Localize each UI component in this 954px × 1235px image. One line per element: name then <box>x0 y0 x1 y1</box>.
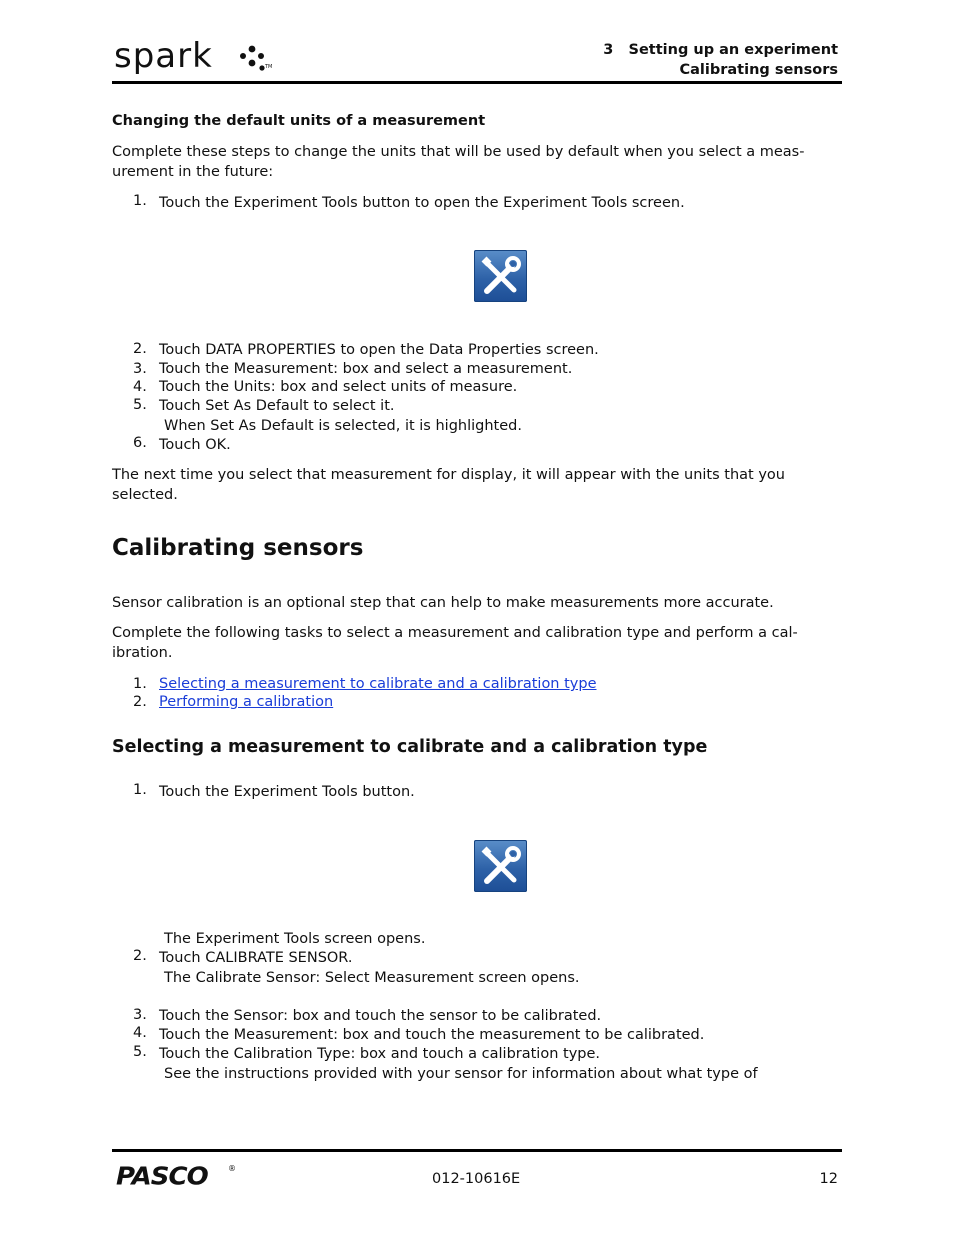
running-header <box>603 40 838 80</box>
units-heading: Changing the default units of a measurement <box>112 113 486 129</box>
step-text: Touch the Experiment Tools button to open the Experiment Tools screen. <box>159 195 685 211</box>
spark-wordmark: spark <box>114 36 213 76</box>
link-selecting-measurement[interactable]: Selecting a measurement to calibrate and a calibration type <box>159 676 597 692</box>
registered-mark: ® <box>228 1164 236 1173</box>
step-number: 3. <box>133 361 147 377</box>
section-title: Calibrating sensors <box>679 62 838 78</box>
step-text: Touch DATA PROPERTIES to open the Data Properties screen. <box>159 342 599 358</box>
step-number: 5. <box>133 397 147 413</box>
link-number: 2. <box>133 694 147 710</box>
trademark: TM <box>265 64 273 70</box>
pasco-logo <box>114 1164 234 1190</box>
step-text: Touch the Sensor: box and touch the sensor to be calibrated. <box>159 1008 602 1024</box>
step-text: Touch CALIBRATE SENSOR. <box>159 950 353 966</box>
step-note: See the instructions provided with your sensor for information about what type of <box>164 1066 758 1082</box>
experiment-tools-icon <box>474 250 527 302</box>
spark-dots-icon <box>238 44 268 72</box>
step-number: 3. <box>133 1007 147 1023</box>
pasco-wordmark: PASCO <box>116 1162 208 1192</box>
selecting-heading: Selecting a measurement to calibrate and a calibration type <box>112 737 708 757</box>
step-text: Touch the Units: box and select units of measure. <box>159 379 518 395</box>
step-number: 2. <box>133 948 147 964</box>
step-number: 2. <box>133 341 147 357</box>
step-number: 4. <box>133 1025 147 1041</box>
calibrating-p1: Sensor calibration is an optional step that can help to make measurements more accurate. <box>112 595 774 611</box>
chapter-title: 3 Setting up an experiment <box>603 42 838 58</box>
step-text: Touch OK. <box>159 437 231 453</box>
header-rule <box>112 81 842 84</box>
step-note: The Calibrate Sensor: Select Measurement screen opens. <box>164 970 580 986</box>
step-text: Touch the Experiment Tools button. <box>159 784 415 800</box>
step-number: 5. <box>133 1044 147 1060</box>
footer-rule <box>112 1149 842 1152</box>
step-text: Touch the Measurement: box and select a measurement. <box>159 361 573 377</box>
page-number: 12 <box>819 1171 838 1187</box>
document-number: 012-10616E <box>432 1171 521 1187</box>
step-text: Touch the Measurement: box and touch the measurement to be calibrated. <box>159 1027 705 1043</box>
step-text: Touch the Calibration Type: box and touch a calibration type. <box>159 1046 601 1062</box>
units-intro: Complete these steps to change the units that will be used by default when you select a meas-urement in the future: <box>112 144 805 180</box>
step-number: 1. <box>133 193 147 209</box>
step-number: 6. <box>133 435 147 451</box>
step-note: When Set As Default is selected, it is highlighted. <box>164 418 522 434</box>
step-text: Touch Set As Default to select it. <box>159 398 395 414</box>
step-number: 1. <box>133 782 147 798</box>
step-number: 4. <box>133 379 147 395</box>
step-note: The Experiment Tools screen opens. <box>164 931 426 947</box>
section-title-calibrating: Calibrating sensors <box>112 535 364 561</box>
spark-logo <box>112 38 292 78</box>
units-outro: The next time you select that measurement for display, it will appear with the units that you selected. <box>112 467 785 503</box>
link-performing-calibration[interactable]: Performing a calibration <box>159 694 334 710</box>
calibrating-p2: Complete the following tasks to select a measurement and calibration type and perform a cal-ibration. <box>112 625 798 661</box>
experiment-tools-icon <box>474 840 527 892</box>
link-number: 1. <box>133 676 147 692</box>
